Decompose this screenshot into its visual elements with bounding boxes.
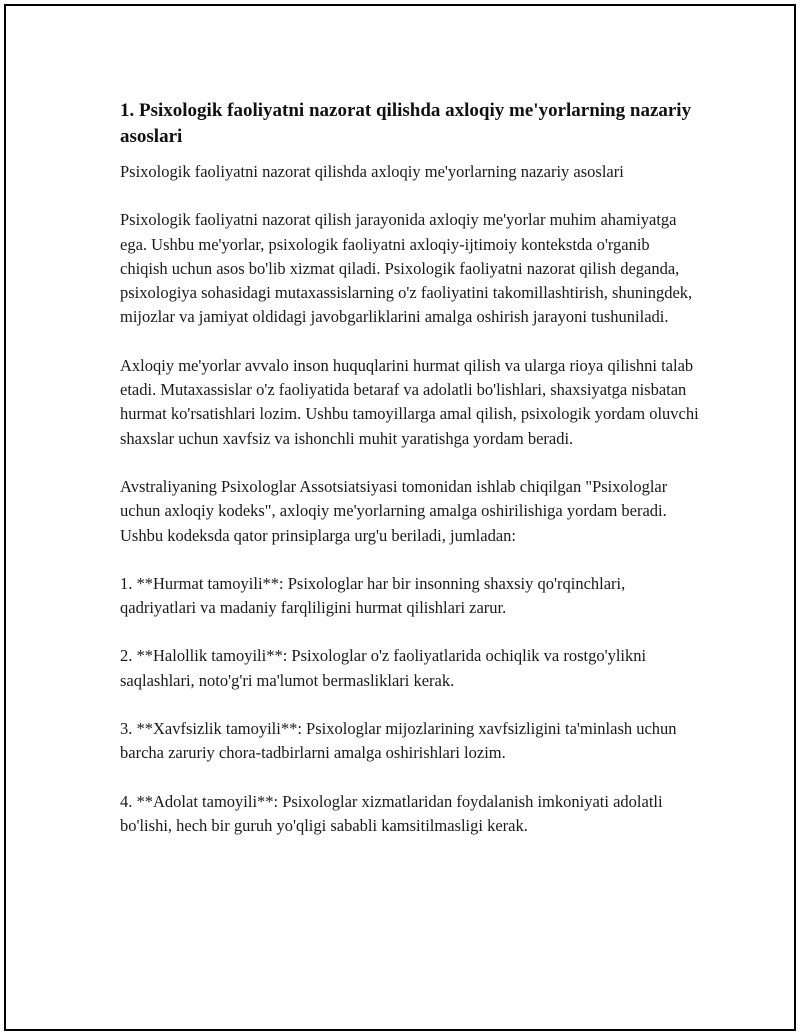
principle-respect: 1. **Hurmat tamoyili**: Psixologlar har bir insonning shaxsiy qo'rqinchlari, qadriyatlari va madaniy farqliligini hurmat qilishlari zarur.: [120, 573, 626, 618]
principle-honesty: 2. **Halollik tamoyili**: Psixologlar o'z faoliyatlarida ochiqlik va rostgo'ylikni saqlashlari, noto'g'ri ma'lumot bermasliklari kerak.: [120, 646, 647, 690]
principle-safety: 3. **Xavfsizlik tamoyili**: Psixologlar mijozlarining xavfsizligini ta'minlash uchun barcha zaruriy chora-tadbirlarni amalga oshirishlari lozim.: [120, 719, 677, 763]
principle-justice: 4. **Adolat tamoyili**: Psixologlar xizmatlaridan foydalanish imkoniyati adolatli bo'lishi, hech bir guruh yo'qligi sababli kamsitilmasligi kerak.: [120, 791, 663, 835]
document-title: 1. Psixologik faoliyatni nazorat qilishda axloqiy me'yorlarning nazariy asoslari: [120, 100, 692, 147]
ethics-paragraph: Axloqiy me'yorlar avvalo inson huquqlarini hurmat qilish va ularga rioya qilishni talab etadi. Mutaxassislar o'z faoliyatida betaraf va adolatli bo'lishlari, shaxsiyatga nisbatan hurmat ko'rsatishlari lozim. Ushbu tamoyillarga amal qilish, psixologik yordam oluvchi shaxslar uchun xavfsiz va ishonchli muhit yaratishga yordam beradi.: [120, 355, 699, 448]
page-frame: [4, 4, 796, 1031]
subtitle-paragraph: Psixologik faoliyatni nazorat qilishda axloqiy me'yorlarning nazariy asoslari: [120, 162, 624, 181]
document-body: [120, 98, 700, 862]
intro-paragraph: Psixologik faoliyatni nazorat qilish jarayonida axloqiy me'yorlar muhim ahamiyatga ega. Ushbu me'yorlar, psixologik faoliyatni axloqiy-ijtimoiy kontekstda o'rganib chiqish uchun asos bo'lib xizmat qiladi. Psixologik faoliyatni nazorat qilish deganda, psixologiya sohasidagi mutaxassislarning o'z faoliyatini takomillashtirish, shuningdek, mijozlar va jamiyat oldidagi javobgarliklarini amalga oshirish jarayoni tushuniladi.: [120, 210, 693, 327]
code-paragraph: Avstraliyaning Psixologlar Assotsiatsiyasi tomonidan ishlab chiqilgan "Psixologlar uchun axloqiy kodeks", axloqiy me'yorlarning amalga oshirilishiga yordam beradi. Ushbu kodeksda qator prinsiplarga urg'u beriladi, jumladan:: [120, 476, 668, 545]
